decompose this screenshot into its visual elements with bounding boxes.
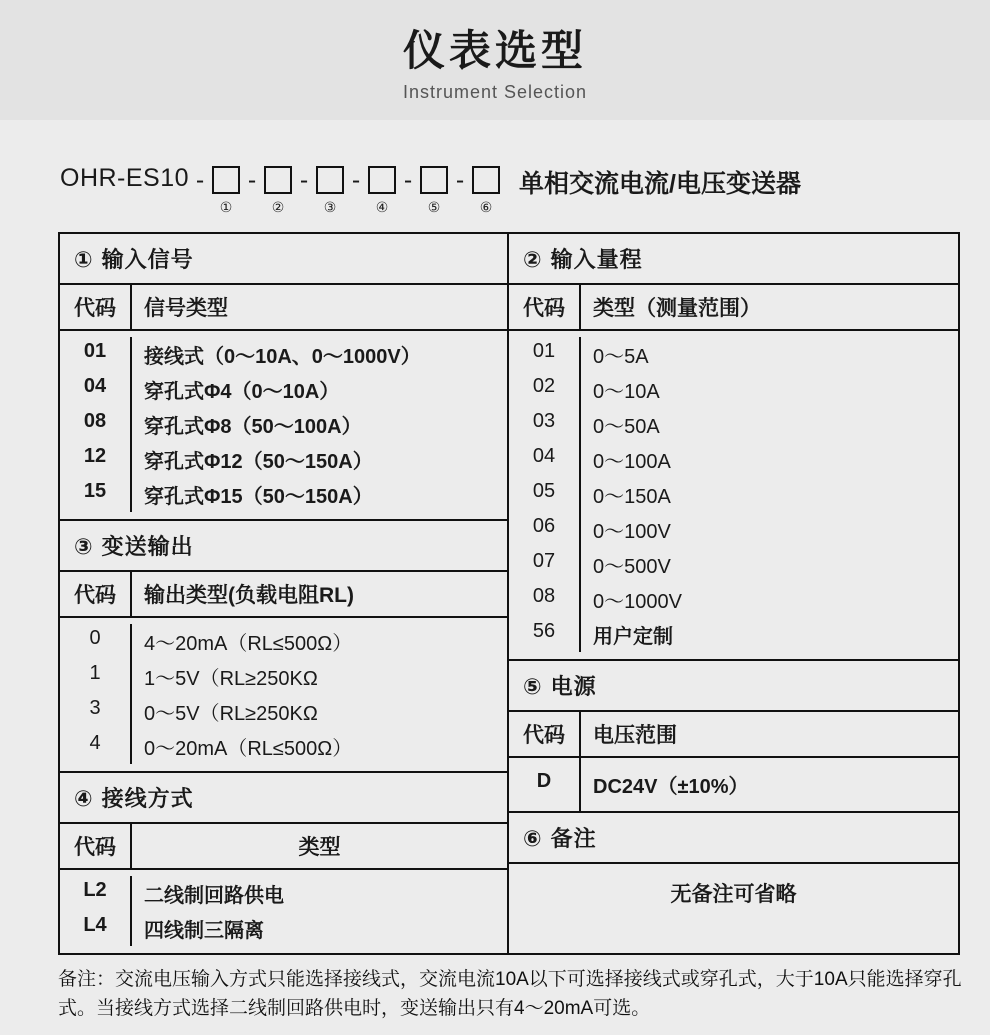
table-row[interactable] — [60, 337, 507, 372]
table-body-range — [509, 331, 958, 661]
cell-value: 穿孔式Φ12（50～150A） — [144, 451, 373, 473]
column-header-range-type: 类型（测量范围） — [593, 297, 761, 320]
table-row[interactable] — [60, 659, 507, 694]
footer-note: 备注：交流电压输入方式只能选择接线式，交流电流10A以下可选择接线式或穿孔式，大于10A只能选择穿孔式。当接线方式选择二线制回路供电时，变送输出只有4～20mA可选。 — [58, 969, 962, 1020]
cell-value: 接线式（0～10A、0～1000V） — [144, 346, 421, 368]
table-row[interactable] — [60, 729, 507, 764]
cell-code: 08 — [509, 582, 581, 617]
cell-value: 用户定制 — [593, 626, 673, 648]
cell-value: 0～20mA（RL≤500Ω） — [144, 738, 353, 760]
model-slot-4 — [363, 160, 401, 216]
section-number-output: ③ — [74, 534, 94, 559]
table-row[interactable] — [60, 442, 507, 477]
page-body — [0, 120, 990, 1024]
cell-code: 1 — [60, 659, 132, 694]
table-row[interactable] — [509, 337, 958, 372]
column-header-signal-type: 信号类型 — [144, 297, 228, 320]
cell-code: 01 — [509, 337, 581, 372]
section-title-wiring: 接线方式 — [101, 786, 194, 811]
model-name: OHR-ES10 — [60, 164, 190, 192]
section-title-power: 电源 — [550, 674, 597, 699]
column-header-code: 代码 — [60, 285, 132, 329]
column-header-voltage-range: 电压范围 — [593, 724, 677, 747]
section-header-output — [60, 521, 507, 572]
cell-code: 56 — [509, 617, 581, 652]
cell-value: 穿孔式Φ15（50～150A） — [144, 486, 373, 508]
model-slot-box-1[interactable] — [212, 166, 240, 194]
cell-value: 0～100V — [593, 521, 671, 543]
section-title-remark: 备注 — [550, 826, 597, 851]
table-row[interactable] — [60, 407, 507, 442]
model-slot-box-5[interactable] — [420, 166, 448, 194]
section-header-remark — [509, 813, 958, 864]
table-row[interactable] — [509, 407, 958, 442]
cell-value: 穿孔式Φ4（0～10A） — [144, 381, 340, 403]
cell-code: 15 — [60, 477, 132, 512]
model-slot-num-3: ③ — [323, 199, 337, 215]
table-row[interactable] — [509, 372, 958, 407]
table-body-wiring — [60, 870, 507, 953]
model-slot-num-1: ① — [219, 199, 233, 215]
section-title-output: 变送输出 — [101, 534, 194, 559]
model-slot-3 — [311, 160, 349, 216]
table-row[interactable] — [60, 911, 507, 946]
cell-code: 06 — [509, 512, 581, 547]
cell-value: 0～5A — [593, 346, 649, 368]
table-body-power — [509, 758, 958, 813]
remark-text: 无备注可省略 — [670, 883, 797, 906]
section-number-remark: ⑥ — [523, 826, 543, 851]
table-row[interactable] — [509, 477, 958, 512]
cell-code: 08 — [60, 407, 132, 442]
model-dash-3: - — [351, 166, 361, 194]
model-dash-2: - — [299, 166, 309, 194]
section-number-power: ⑤ — [523, 674, 543, 699]
model-slot-6 — [467, 160, 505, 216]
model-description: 单相交流电流/电压变送器 — [519, 170, 801, 198]
model-slot-box-2[interactable] — [264, 166, 292, 194]
section-header-power — [509, 661, 958, 712]
table-header-row-wiring — [60, 824, 507, 870]
cell-value: 四线制三隔离 — [144, 920, 264, 942]
cell-code: 05 — [509, 477, 581, 512]
column-header-code: 代码 — [60, 824, 132, 868]
cell-code: L4 — [60, 911, 132, 946]
cell-code: 12 — [60, 442, 132, 477]
table-header-row-input-signal — [60, 285, 507, 331]
table-row[interactable] — [509, 617, 958, 652]
model-slot-box-3[interactable] — [316, 166, 344, 194]
model-dash-5: - — [455, 166, 465, 194]
cell-code: D — [509, 758, 581, 811]
cell-code: 3 — [60, 694, 132, 729]
section-number-wiring: ④ — [74, 786, 94, 811]
cell-code: L2 — [60, 876, 132, 911]
table-row[interactable] — [509, 512, 958, 547]
section-number-range: ② — [523, 247, 543, 272]
cell-code: 07 — [509, 547, 581, 582]
table-row[interactable] — [60, 694, 507, 729]
table-row[interactable] — [60, 477, 507, 512]
table-row[interactable] — [60, 624, 507, 659]
page-title-cn: 仪表选型 — [402, 27, 587, 75]
cell-code: 04 — [60, 372, 132, 407]
table-body-input-signal — [60, 331, 507, 521]
selection-table-right-column — [509, 234, 958, 953]
selection-table — [58, 232, 960, 955]
table-row[interactable] — [509, 442, 958, 477]
column-header-wiring-type: 类型 — [298, 836, 341, 859]
column-header-code: 代码 — [60, 572, 132, 616]
section-header-input-signal — [60, 234, 507, 285]
cell-code: 0 — [60, 624, 132, 659]
cell-value: 0～5V（RL≥250KΩ — [144, 703, 318, 725]
cell-value: 穿孔式Φ8（50～100A） — [144, 416, 362, 438]
cell-value: 二线制回路供电 — [144, 885, 284, 907]
model-slot-num-5: ⑤ — [427, 199, 441, 215]
model-slot-1 — [207, 160, 245, 216]
section-number-input-signal: ① — [74, 247, 94, 272]
model-slot-num-6: ⑥ — [479, 199, 493, 215]
table-body-output — [60, 618, 507, 773]
model-slot-boxes — [193, 160, 505, 216]
cell-value: 0～500V — [593, 556, 671, 578]
model-dash-0: - — [195, 166, 205, 194]
table-header-row-range — [509, 285, 958, 331]
model-dash-1: - — [247, 166, 257, 194]
model-code-line — [22, 120, 968, 216]
cell-value: DC24V（±10%） — [593, 776, 749, 798]
cell-code: 02 — [509, 372, 581, 407]
model-slot-num-4: ④ — [375, 199, 389, 215]
table-header-row-output — [60, 572, 507, 618]
model-slot-num-2: ② — [271, 199, 285, 215]
cell-code: 04 — [509, 442, 581, 477]
cell-value: 0～50A — [593, 416, 660, 438]
column-header-output-type: 输出类型(负载电阻RL) — [144, 584, 354, 607]
table-row[interactable] — [60, 876, 507, 911]
cell-value: 0～10A — [593, 381, 660, 403]
cell-value: 0～150A — [593, 486, 671, 508]
column-header-code: 代码 — [509, 285, 581, 329]
section-title-range: 输入量程 — [550, 247, 643, 272]
cell-code: 01 — [60, 337, 132, 372]
section-title-input-signal: 输入信号 — [101, 247, 194, 272]
model-slot-box-6[interactable] — [472, 166, 500, 194]
cell-code: 03 — [509, 407, 581, 442]
cell-value: 0～1000V — [593, 591, 682, 613]
page-header — [0, 0, 990, 120]
table-row[interactable] — [509, 582, 958, 617]
section-header-range — [509, 234, 958, 285]
column-header-code: 代码 — [509, 712, 581, 756]
model-slot-box-4[interactable] — [368, 166, 396, 194]
table-row[interactable] — [60, 372, 507, 407]
table-row[interactable] — [509, 547, 958, 582]
section-header-wiring — [60, 773, 507, 824]
table-header-row-power — [509, 712, 958, 758]
selection-table-left-column — [60, 234, 509, 953]
cell-value: 1～5V（RL≥250KΩ — [144, 668, 318, 690]
model-slot-5 — [415, 160, 453, 216]
cell-value: 0～100A — [593, 451, 671, 473]
model-dash-4: - — [403, 166, 413, 194]
cell-code: 4 — [60, 729, 132, 764]
cell-value: 4～20mA（RL≤500Ω） — [144, 633, 353, 655]
model-slot-2 — [259, 160, 297, 216]
page-title-en: Instrument Selection — [402, 81, 588, 102]
